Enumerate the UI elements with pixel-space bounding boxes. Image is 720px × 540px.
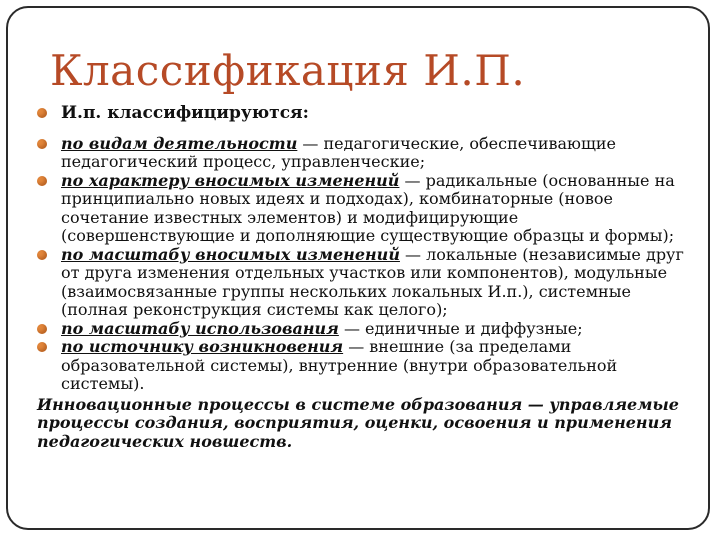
item-criterion: по источнику возникновения (61, 337, 344, 356)
bullet-icon (37, 342, 47, 352)
item-description: — педагогические, обеспечивающие педагогический процесс, управленческие; (61, 133, 616, 171)
bullet-icon (37, 324, 47, 334)
item-description: — единичные и диффузные; (338, 318, 583, 338)
list-item (32, 320, 696, 339)
item-criterion: по масштабу вносимых изменений (61, 244, 400, 264)
list-item (32, 172, 696, 246)
summary-text: Инновационные процессы в системе образования — управляемые процессы создания, восприятия, оценки, освоения и применения педагогических новшеств. (37, 394, 679, 451)
list-item (32, 135, 696, 172)
item-criterion: по видам деятельности (61, 133, 298, 153)
list-item (32, 338, 696, 394)
intro-text: И.п. классифицируются: (61, 103, 309, 123)
slide-frame (6, 6, 710, 530)
item-criterion: по характеру вносимых изменений (61, 170, 400, 190)
item-criterion: по масштабу использования (61, 318, 339, 338)
bullet-icon (37, 250, 47, 260)
bullet-icon (37, 176, 47, 186)
item-description: — локальные (независимые друг от друга изменения отдельных участков или компонентов), модульные (взаимосвязанные группы нескольких локальных И.п.), системные (полная реконструкция системы как целого); (61, 244, 684, 319)
list-item (32, 246, 696, 320)
item-description: — радикальные (основанные на принципиально новых идеях и подходах), комбинаторные (новое сочетание известных элементов) и модифицирующие (совершенствующие и дополняющие существующие образцы и формы); (61, 170, 675, 245)
slide-body (32, 104, 696, 451)
intro-item (32, 104, 696, 123)
item-description: — внешние (за пределами образовательной системы), внутренние (внутри образовательной системы). (61, 337, 618, 393)
bullet-icon (37, 139, 47, 149)
slide-title: Классификация И.П. (50, 46, 526, 95)
bullet-icon (37, 108, 47, 118)
